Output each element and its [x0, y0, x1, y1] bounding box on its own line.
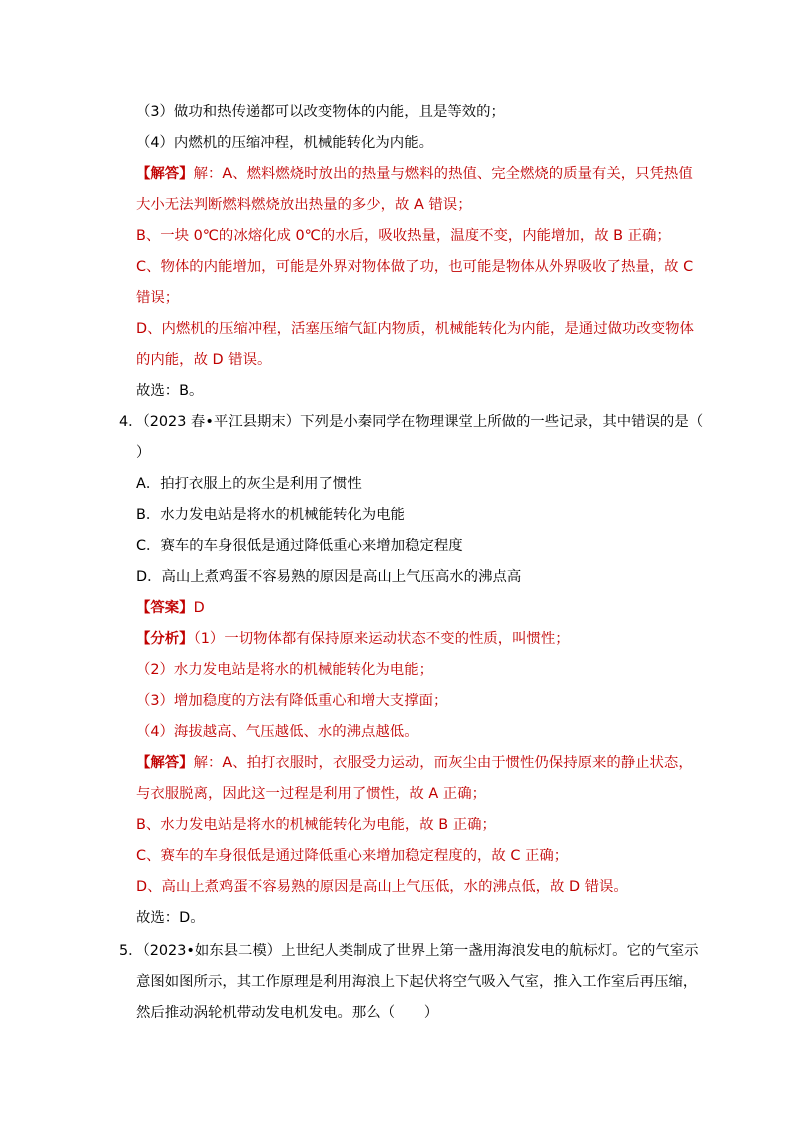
solution-label: 【解答】 — [136, 166, 194, 182]
question-4-stem-end: ） — [136, 445, 151, 461]
answer-line — [136, 598, 205, 618]
option-b: B．水力发电站是将水的机械能转化为电能 — [136, 507, 405, 523]
solution-line: 的内能，故 D 错误。 — [136, 352, 272, 368]
analysis-text: （1）一切物体都有保持原来运动状态不变的性质，叫惯性； — [193, 631, 570, 647]
solution-line: C、赛车的车身很低是通过降低重心来增加稳定程度的，故 C 正确； — [136, 848, 569, 864]
question-5-stem: 5．（2023•如东县二模）上世纪人类制成了世界上第一盏用海浪发电的航标灯。它的气室示 — [119, 943, 699, 959]
answer-choice: 故选：D。 — [136, 910, 205, 926]
solution-line: 与衣服脱离，因此这一过程是利用了惯性，故 A 正确； — [136, 786, 486, 802]
question-5-stem: 意图如图所示，其工作原理是利用海浪上下起伏将空气吸入气室，推入工作室后再压缩， — [136, 974, 698, 990]
solution-line — [136, 753, 693, 773]
solution-line — [136, 164, 693, 184]
solution-line: 大小无法判断燃料燃烧放出热量的多少，故 A 错误； — [136, 197, 472, 213]
solution-line: D、内燃机的压缩冲程，活塞压缩气缸内物质，机械能转化为内能，是通过做功改变物体 — [136, 321, 694, 337]
option-a: A．拍打衣服上的灰尘是利用了惯性 — [136, 476, 362, 492]
solution-text: 解：A、拍打衣服时，衣服受力运动，而灰尘由于惯性仍保持原来的静止状态， — [193, 755, 693, 771]
solution-line: B、水力发电站是将水的机械能转化为电能，故 B 正确； — [136, 817, 496, 833]
answer-value: D — [193, 600, 205, 616]
analysis-item: （4）海拔越高、气压越低、水的沸点越低。 — [136, 724, 419, 740]
analysis-line — [136, 629, 570, 649]
solution-text: 解：A、燃料燃烧时放出的热量与燃料的热值、完全燃烧的质量有关，只凭热值 — [193, 166, 693, 182]
solution-line: C、物体的内能增加，可能是外界对物体做了功，也可能是物体从外界吸收了热量，故 C — [136, 259, 694, 275]
analysis-label: 【分析】 — [136, 631, 194, 647]
option-d: D．高山上煮鸡蛋不容易熟的原因是高山上气压高水的沸点高 — [136, 569, 522, 585]
answer-label: 【答案】 — [136, 600, 194, 616]
answer-choice: 故选：B。 — [136, 383, 204, 399]
question-5-stem: 然后推动涡轮机带动发电机发电。那么（ ） — [136, 1005, 439, 1021]
solution-line: B、一块 0℃的冰熔化成 0℃的水后，吸收热量，温度不变，内能增加，故 B 正确； — [136, 228, 671, 244]
question-4-stem: 4．（2023 春•平江县期末）下列是小秦同学在物理课堂上所做的一些记录，其中错误的是（ — [119, 414, 704, 430]
analysis-item: （3）增加稳度的方法有降低重心和增大支撑面； — [136, 693, 448, 709]
analysis-item: （2）水力发电站是将水的机械能转化为电能； — [136, 662, 433, 678]
solution-line: 错误； — [136, 290, 180, 306]
solution-label: 【解答】 — [136, 755, 194, 771]
solution-line: D、高山上煮鸡蛋不容易熟的原因是高山上气压低，水的沸点低，故 D 错误。 — [136, 879, 628, 895]
option-c: C．赛车的车身很低是通过降低重心来增加稳定程度 — [136, 538, 463, 554]
analysis-item-4: （4）内燃机的压缩冲程，机械能转化为内能。 — [136, 135, 433, 151]
analysis-item-3: （3）做功和热传递都可以改变物体的内能，且是等效的； — [136, 104, 505, 120]
